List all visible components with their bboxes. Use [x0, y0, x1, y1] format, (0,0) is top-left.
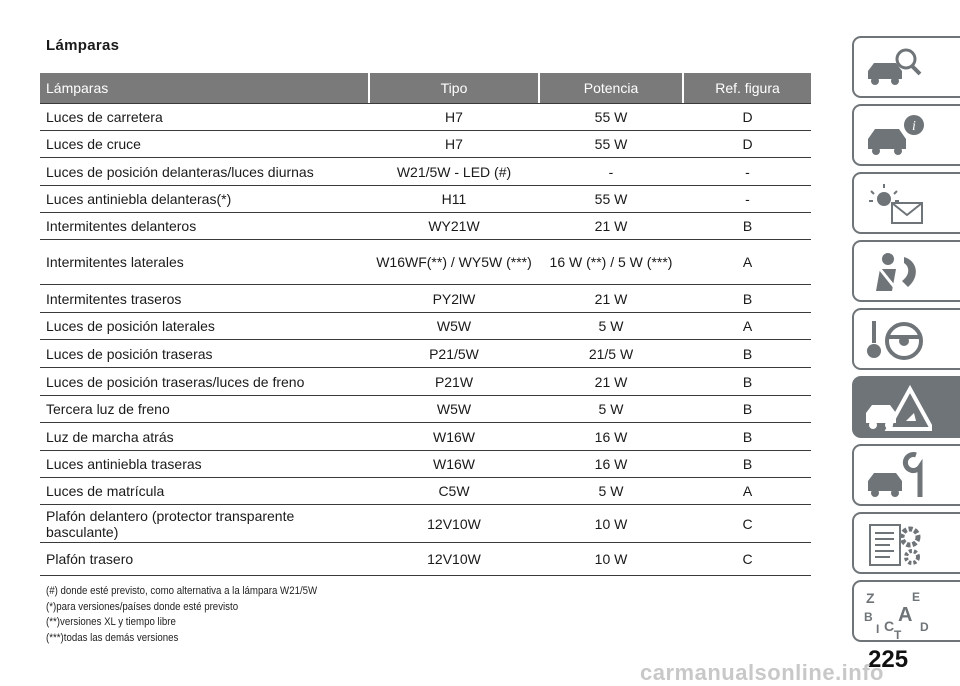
cell-ref: D	[742, 136, 753, 152]
cell-lamp: Luces de posición traseras/luces de freno	[46, 373, 305, 390]
cell-power: 16 W	[594, 456, 628, 472]
table-row	[40, 450, 811, 477]
cell-lamp: Intermitentes laterales	[46, 254, 184, 270]
cell-power: 5 W	[598, 483, 624, 499]
svg-text:Z: Z	[866, 590, 875, 606]
table-row	[40, 239, 811, 284]
warning-lights-icon	[862, 179, 932, 231]
cell-lamp: Luces antiniebla traseras	[46, 456, 202, 472]
table-row	[40, 212, 811, 239]
cell-ref: C	[742, 515, 753, 532]
tab-specifications[interactable]	[852, 512, 960, 574]
cell-power: 21/5 W	[588, 345, 634, 362]
cell-lamp: Intermitentes delanteros	[46, 218, 197, 234]
table-row	[40, 130, 811, 157]
cell-power: 10 W	[594, 551, 628, 567]
car-search-icon	[862, 43, 932, 95]
table-row	[40, 103, 811, 130]
cell-lamp: Intermitentes traseros	[46, 290, 182, 307]
table-row	[40, 395, 811, 422]
cell-type: W16W	[433, 456, 475, 472]
cell-power: 21 W	[594, 290, 628, 307]
cell-type: 12V10W	[427, 551, 481, 567]
lamps-table	[40, 73, 811, 576]
svg-text:B: B	[864, 610, 873, 624]
cell-ref: C	[742, 551, 753, 567]
table-body	[40, 103, 811, 576]
cell-lamp: Luces de cruce	[46, 136, 141, 152]
cell-type: PY2lW	[432, 290, 476, 307]
table-row	[40, 185, 811, 212]
footnote: (***)todas las demás versiones	[46, 631, 179, 644]
table-row	[40, 477, 811, 504]
cell-ref: A	[742, 483, 753, 499]
cell-type: P21W	[434, 373, 474, 390]
cell-ref: A	[742, 254, 753, 270]
cell-lamp: Plafón trasero	[46, 551, 134, 567]
svg-text:D: D	[920, 620, 929, 634]
cell-ref: -	[745, 191, 750, 207]
car-info-icon	[862, 111, 932, 163]
cell-type: H7	[445, 136, 463, 152]
seatbelt-airbag-icon	[862, 247, 932, 299]
specifications-gear-icon	[862, 519, 932, 571]
cell-power: 10 W	[594, 515, 628, 532]
cell-lamp: Luces de posición laterales	[46, 318, 215, 334]
tab-alphabetical-index[interactable]	[852, 580, 960, 642]
tab-warning-lights[interactable]	[852, 172, 960, 234]
table-row	[40, 542, 811, 576]
cell-ref: B	[742, 456, 753, 472]
svg-text:T: T	[894, 628, 902, 639]
cell-lamp: Luces de carretera	[46, 109, 163, 125]
table-row	[40, 312, 811, 339]
cell-ref: B	[742, 290, 753, 307]
svg-text:E: E	[912, 590, 921, 604]
tab-seatbelt-airbag[interactable]	[852, 240, 960, 302]
footnote: (#) donde esté previsto, como alternativa a la lámpara W21/5W	[46, 585, 318, 597]
header-ref-figura: Ref. figura	[684, 73, 811, 103]
header-tipo: Tipo	[370, 73, 538, 103]
svg-text:i: i	[912, 119, 916, 134]
cell-type: P21/5W	[429, 345, 479, 362]
tab-car-search[interactable]	[852, 36, 960, 98]
header-potencia: Potencia	[540, 73, 682, 103]
cell-type: W16W	[433, 428, 475, 445]
cell-ref: B	[742, 373, 753, 390]
table-row	[40, 339, 811, 367]
cell-power: 5 W	[598, 401, 624, 417]
footnotes	[46, 584, 354, 646]
cell-power: 5 W	[598, 318, 624, 334]
cell-type: C5W	[438, 483, 470, 499]
cell-power: 21 W	[594, 218, 628, 234]
cell-power: 55 W	[594, 136, 628, 152]
cell-type: W5W	[436, 318, 472, 334]
cell-lamp: Luz de marcha atrás	[46, 428, 174, 445]
cell-ref: B	[742, 428, 753, 445]
cell-type: WY21W	[428, 218, 480, 234]
cell-type: W16WF(**) / WY5W (***)	[376, 254, 532, 270]
cell-ref: -	[745, 163, 750, 180]
cell-lamp: Luces de posición traseras	[46, 345, 213, 362]
cell-power: 55 W	[594, 109, 628, 125]
cell-power: 16 W (**) / 5 W (***)	[549, 254, 673, 270]
svg-text:A: A	[898, 604, 913, 626]
cell-lamp: Luces de matrícula	[46, 483, 165, 499]
cell-type: H7	[445, 109, 463, 125]
tab-car-warning-triangle[interactable]	[852, 376, 960, 438]
tab-car-info[interactable]	[852, 104, 960, 166]
watermark: carmanualsonline.info	[640, 660, 884, 685]
table-row	[40, 504, 811, 542]
footnote: (*)para versiones/países donde esté previsto	[46, 600, 239, 613]
section-title: Lámparas	[46, 37, 120, 54]
cell-ref: B	[742, 345, 753, 362]
cell-ref: B	[742, 401, 753, 417]
footnote: (**)versiones XL y tiempo libre	[46, 616, 176, 628]
key-steering-wheel-icon	[862, 315, 932, 367]
page-number: 225	[868, 646, 909, 673]
cell-type: W5W	[436, 401, 472, 417]
cell-lamp: Luces antiniebla delanteras(*)	[46, 191, 232, 207]
svg-text:I: I	[876, 622, 880, 636]
cell-power: -	[608, 163, 614, 180]
svg-text:C: C	[884, 618, 895, 634]
table-row	[40, 422, 811, 450]
cell-power: 21 W	[594, 373, 628, 390]
tab-key-steering-wheel[interactable]	[852, 308, 960, 370]
car-warning-triangle-icon	[862, 383, 932, 435]
cell-power: 55 W	[594, 191, 628, 207]
cell-lamp: Tercera luz de freno	[46, 401, 170, 417]
table-row	[40, 284, 811, 312]
cell-lamp: Luces de posición delanteras/luces diurnas	[46, 163, 314, 180]
tab-car-wrench[interactable]	[852, 444, 960, 506]
table-row	[40, 157, 811, 185]
header-lamparas: Lámparas	[40, 73, 368, 103]
cell-lamp: Plafón delantero (protector transparente basculante)	[46, 507, 295, 540]
table-header	[40, 73, 811, 103]
cell-type: W21/5W - LED (#)	[396, 163, 512, 180]
cell-type: 12V10W	[427, 515, 481, 532]
table-row	[40, 367, 811, 395]
cell-ref: D	[742, 109, 753, 125]
cell-power: 16 W	[594, 428, 628, 445]
cell-ref: B	[742, 218, 753, 234]
car-wrench-icon	[862, 451, 932, 503]
cell-ref: A	[742, 318, 753, 334]
cell-type: H11	[441, 191, 467, 207]
alphabetical-index-icon	[862, 587, 932, 639]
